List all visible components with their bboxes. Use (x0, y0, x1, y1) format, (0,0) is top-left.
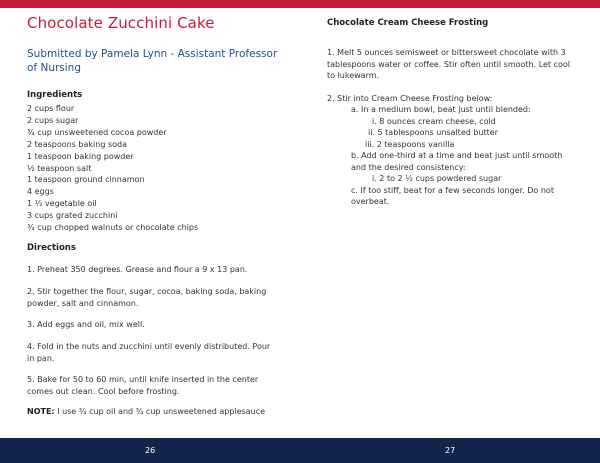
substep-c-text: c. If too stiff, beat for a few seconds longer. Do not overbeat. (351, 185, 554, 206)
substep-b (327, 150, 577, 173)
ingredient-item: 2 teaspoons baking soda (27, 139, 127, 149)
footer-bar (0, 438, 600, 463)
recipe-note (27, 406, 292, 418)
substep-a: a. In a medium bowl, beat just until blended: (351, 105, 531, 114)
direction-step-2: 2. Stir together the flour, sugar, cocoa, baking soda, baking powder, salt and cinnamon. (27, 287, 267, 308)
substep-c (327, 185, 577, 208)
ingredient-item: ¾ cup unsweetened cocoa powder (27, 127, 167, 137)
direction-step-1: 1. Preheat 350 degrees. Grease and flour a 9 x 13 pan. (27, 265, 248, 274)
submitted-by: Submitted by Pamela Lynn - Assistant Professor of Nursing (27, 48, 278, 74)
ingredient-item: 3 cups grated zucchini (27, 211, 118, 221)
ingredient-item: 1 teaspoon ground cinnamon (27, 175, 145, 185)
direction-step-3: 3. Add eggs and oil, mix well. (27, 320, 145, 329)
ingredient-item: ½ teaspoon salt (27, 163, 92, 173)
page-number-left: 26 (145, 446, 156, 455)
note-text: I use ¾ cup oil and ¾ cup unsweetened applesauce (54, 407, 266, 416)
substep-a-ii: ii. 5 tablespoons unsalted butter (368, 128, 498, 137)
frosting-step-1: 1. Melt 5 ounces semisweet or bittersweet chocolate with 3 tablespoons water or coffee. Stir often until smooth. Let cool to lukewarm. (327, 48, 571, 80)
frosting-substeps (327, 104, 577, 208)
ingredient-item: 2 cups flour (27, 104, 75, 113)
directions-heading: Directions (27, 243, 76, 253)
ingredient-item: ¾ cup chopped walnuts or chocolate chips (27, 223, 199, 233)
substep-a-i: i. 8 ounces cream cheese, cold (372, 116, 496, 126)
page-number-right: 27 (445, 446, 456, 455)
ingredients-list (27, 103, 198, 234)
note-label: NOTE: (27, 407, 55, 416)
substep-b-i: i. 2 to 2 ½ cups powdered sugar (372, 174, 502, 183)
frosting-step-2: 2. Stir into Cream Cheese Frosting below: (327, 94, 493, 103)
right-page (300, 0, 600, 438)
ingredient-item: 1 ½ vegetable oil (27, 199, 97, 209)
recipe-title: Chocolate Zucchini Cake (27, 14, 215, 32)
substep-a-iii: iii. 2 teaspoons vanilla (365, 139, 455, 149)
direction-step-4: 4. Fold in the nuts and zucchini until evenly distributed. Pour in pan. (27, 342, 271, 363)
ingredient-item: 4 eggs (27, 187, 54, 197)
ingredient-item: 1 teaspoon baking powder (27, 151, 134, 161)
ingredients-heading: Ingredients (27, 90, 83, 100)
direction-step-5: 5. Bake for 50 to 60 min, until knife inserted in the center comes out clean. Cool before frosting. (27, 375, 259, 396)
ingredient-item: 2 cups sugar (27, 115, 79, 125)
frosting-heading: Chocolate Cream Cheese Frosting (327, 18, 489, 28)
substep-b-text: b. Add one-third at a time and beat just until smooth and the desired consistency: (351, 151, 563, 172)
